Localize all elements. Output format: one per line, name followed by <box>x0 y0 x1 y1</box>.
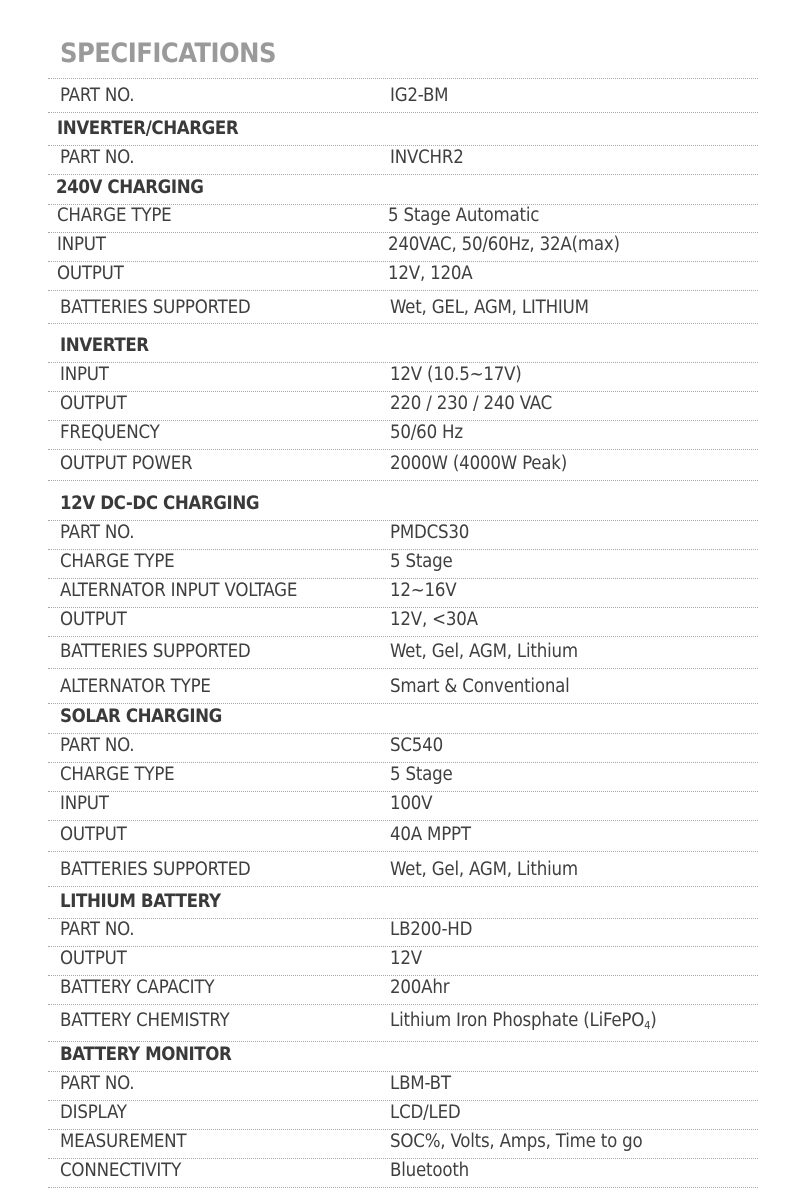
spec-label: PART NO. <box>60 147 135 168</box>
spec-row <box>48 420 758 450</box>
spec-value: 220 / 230 / 240 VAC <box>390 393 553 414</box>
spec-row <box>48 668 758 704</box>
page-title: SPECIFICATIONS <box>60 38 276 69</box>
spec-row-inverter-charger-part <box>48 145 758 175</box>
spec-value: LB200-HD <box>390 919 473 940</box>
spec-value: LCD/LED <box>390 1102 461 1123</box>
spec-row <box>48 578 758 608</box>
spec-label: INPUT <box>60 793 109 814</box>
spec-row <box>48 549 758 579</box>
spec-row <box>48 851 758 887</box>
section-heading: 240V CHARGING <box>56 177 204 198</box>
section-heading: 12V DC-DC CHARGING <box>60 493 260 514</box>
spec-row <box>48 636 758 669</box>
spec-value: SOC%, Volts, Amps, Time to go <box>390 1131 643 1152</box>
spec-label: FREQUENCY <box>60 422 160 443</box>
spec-label: PART NO. <box>60 919 135 940</box>
spec-label: BATTERIES SUPPORTED <box>60 297 251 318</box>
spec-row <box>48 918 758 947</box>
spec-label: CONNECTIVITY <box>60 1160 182 1181</box>
spec-row <box>48 1158 758 1188</box>
spec-row-main-part <box>48 79 758 113</box>
spec-value: 240VAC, 50/60Hz, 32A(max) <box>388 234 620 255</box>
spec-label: OUTPUT <box>60 609 127 630</box>
spec-value: 5 Stage <box>390 551 453 572</box>
spec-value: 12V, 120A <box>388 263 473 284</box>
spec-row <box>48 975 758 1005</box>
spec-value-subscript: 4 <box>644 1019 651 1032</box>
spec-label: BATTERIES SUPPORTED <box>60 641 251 662</box>
spec-value: 50/60 Hz <box>390 422 463 443</box>
spec-value: IG2-BM <box>390 85 449 106</box>
spec-value: 200Ahr <box>390 977 450 998</box>
section-heading-battery-monitor <box>48 1041 758 1072</box>
spec-label: PART NO. <box>60 1073 135 1094</box>
spec-label: BATTERIES SUPPORTED <box>60 859 251 880</box>
spec-value: PMDCS30 <box>390 522 470 543</box>
spec-label: PART NO. <box>60 85 135 106</box>
section-heading: SOLAR CHARGING <box>60 706 222 727</box>
section-heading: LITHIUM BATTERY <box>60 891 221 912</box>
spec-value <box>390 1010 657 1032</box>
spec-value: 5 Stage <box>390 764 453 785</box>
spec-value: 12V, <30A <box>390 609 478 630</box>
spec-value: 40A MPPT <box>390 824 471 845</box>
spec-value: 12~16V <box>390 580 457 601</box>
spec-label: MEASUREMENT <box>60 1131 187 1152</box>
spec-label: PART NO. <box>60 735 135 756</box>
section-heading-inverter <box>48 323 758 363</box>
spec-label: OUTPUT POWER <box>60 453 193 474</box>
spec-label: INPUT <box>57 234 106 255</box>
spec-value: LBM-BT <box>390 1073 451 1094</box>
spec-value: 100V <box>390 793 433 814</box>
spec-row <box>48 762 758 792</box>
spec-row <box>48 261 758 291</box>
spec-row <box>48 946 758 976</box>
spec-value: Smart & Conventional <box>390 676 570 697</box>
spec-label: PART NO. <box>60 522 135 543</box>
section-heading-inverter-charger <box>48 112 758 146</box>
spec-value: INVCHR2 <box>390 147 464 168</box>
spec-label: INPUT <box>60 364 109 385</box>
spec-row <box>48 791 758 821</box>
spec-row <box>48 1100 758 1130</box>
spec-label: DISPLAY <box>60 1102 127 1123</box>
spec-label: ALTERNATOR TYPE <box>60 676 211 697</box>
section-heading-solar-charging <box>48 703 758 734</box>
spec-row <box>48 232 758 262</box>
spec-row <box>48 1071 758 1101</box>
spec-row <box>48 607 758 637</box>
spec-label: OUTPUT <box>57 263 124 284</box>
spec-value: Bluetooth <box>390 1160 469 1181</box>
spec-row <box>48 733 758 763</box>
spec-value: 5 Stage Automatic <box>388 205 540 226</box>
spec-row <box>48 204 758 233</box>
spec-row <box>48 449 758 481</box>
spec-row <box>48 520 758 550</box>
spec-value: 2000W (4000W Peak) <box>390 453 568 474</box>
spec-value: Wet, Gel, AGM, Lithium <box>390 641 578 662</box>
spec-label: CHARGE TYPE <box>60 764 175 785</box>
spec-value-text: Lithium Iron Phosphate (LiFePO <box>390 1010 645 1031</box>
spec-label: OUTPUT <box>60 948 127 969</box>
spec-row <box>48 1004 758 1042</box>
spec-value: SC540 <box>390 735 443 756</box>
spec-value: Wet, Gel, AGM, Lithium <box>390 859 578 880</box>
spec-value-suffix: ) <box>650 1010 657 1031</box>
spec-label: CHARGE TYPE <box>60 551 175 572</box>
spec-label: BATTERY CHEMISTRY <box>60 1010 230 1031</box>
section-heading-lithium-battery <box>48 886 758 919</box>
spec-row <box>48 391 758 421</box>
section-heading-240v-charging <box>48 174 758 205</box>
spec-value: 12V <box>390 948 422 969</box>
spec-label: ALTERNATOR INPUT VOLTAGE <box>60 580 298 601</box>
section-heading-dcdc-charging <box>48 480 758 521</box>
spec-row <box>48 820 758 852</box>
spec-label: OUTPUT <box>60 824 127 845</box>
spec-label: BATTERY CAPACITY <box>60 977 215 998</box>
spec-value: Wet, GEL, AGM, LITHIUM <box>390 297 589 318</box>
section-heading: INVERTER/CHARGER <box>57 118 239 139</box>
section-heading: INVERTER <box>60 335 149 356</box>
spec-label: CHARGE TYPE <box>57 205 172 226</box>
section-heading: BATTERY MONITOR <box>60 1044 232 1065</box>
spec-row <box>48 1129 758 1159</box>
spec-value: 12V (10.5~17V) <box>390 364 522 385</box>
spec-row <box>48 290 758 324</box>
spec-row <box>48 362 758 392</box>
spec-label: OUTPUT <box>60 393 127 414</box>
